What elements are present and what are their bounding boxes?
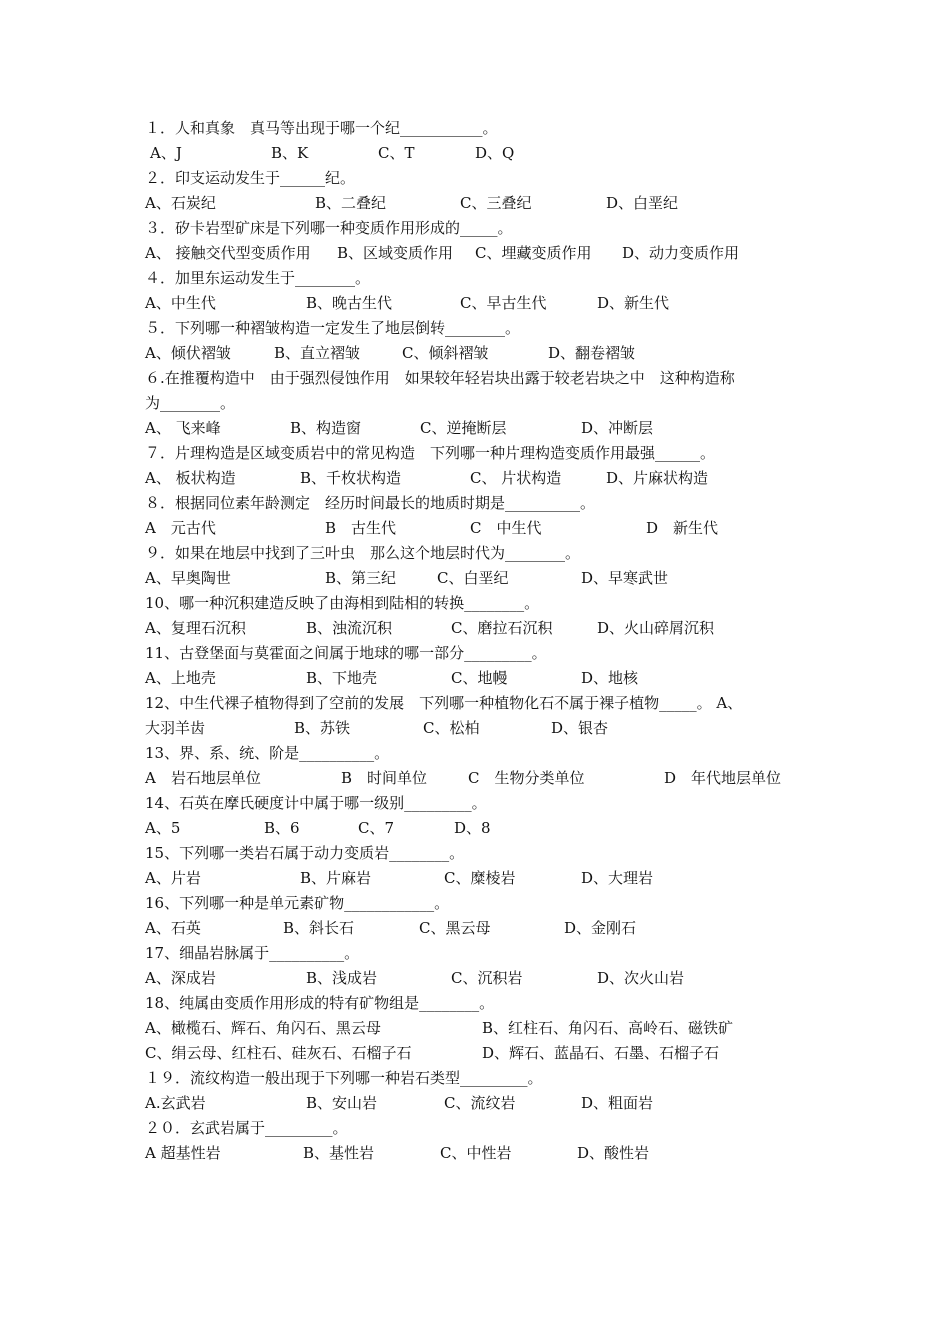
option-a: A、中生代: [145, 294, 216, 312]
question-text: ２０．玄武岩属于_________。: [145, 1119, 348, 1137]
options-1: [0, 141, 515, 165]
question-text: 18、纯属由变质作用形成的特有矿物组是________。: [145, 994, 495, 1012]
option-b: B、红柱石、角闪石、高岭石、磁铁矿: [482, 1019, 734, 1037]
options-9: [0, 566, 669, 590]
option-c: C、早古生代: [460, 294, 547, 312]
question-text: 为________。: [145, 394, 236, 412]
option-d: D、次火山岩: [597, 969, 685, 987]
option-b: B 时间单位: [341, 769, 428, 787]
question-13: [0, 741, 390, 765]
option-d: D、粗面岩: [581, 1094, 654, 1112]
question-2: [0, 166, 356, 190]
option-b: B、苏铁: [294, 719, 351, 737]
options-20: [0, 1141, 650, 1165]
option-a: A、复理石沉积: [145, 619, 246, 637]
option-a-continued: 大羽羊齿: [145, 719, 206, 737]
option-d: D、大理岩: [581, 869, 654, 887]
option-c: C、三叠纪: [460, 194, 532, 212]
option-d: D 新生代: [646, 519, 719, 537]
question-text: ７．片理构造是区域变质岩中的常见构造 下列哪一种片理构造变质作用最强______。: [145, 444, 716, 462]
question-15: [0, 841, 465, 865]
question-7: [0, 441, 716, 465]
options-18-row2: [0, 1041, 720, 1065]
question-1: [0, 116, 498, 140]
option-a: A、 板状构造: [145, 469, 236, 487]
question-4: [0, 266, 371, 290]
option-a: A、5: [145, 819, 181, 837]
option-d: D、金刚石: [564, 919, 637, 937]
options-13: [0, 766, 782, 790]
option-d: D、新生代: [597, 294, 670, 312]
option-a: A、橄榄石、辉石、角闪石、黑云母: [145, 1019, 381, 1037]
option-a: A、 接触交代型变质作用: [145, 244, 311, 262]
options-5: [0, 341, 636, 365]
question-text: ６.在推覆构造中 由于强烈侵蚀作用 如果较年轻岩块出露于较老岩块之中 这种构造称: [145, 369, 735, 387]
option-a: A、J: [150, 144, 182, 162]
question-18: [0, 991, 495, 1015]
option-d: D、地核: [581, 669, 639, 687]
option-a: A、片岩: [145, 869, 201, 887]
option-b: B、区域变质作用: [337, 244, 454, 262]
option-b: B、安山岩: [306, 1094, 378, 1112]
options-6: [0, 416, 654, 440]
option-d: D、早寒武世: [581, 569, 669, 587]
option-a: A 元古代: [145, 519, 216, 537]
question-text: １．人和真象 真马等出现于哪一个纪___________。: [145, 119, 498, 137]
options-17: [0, 966, 685, 990]
option-b: B 古生代: [325, 519, 397, 537]
question-text: 11、古登堡面与莫霍面之间属于地球的哪一部分_________。: [145, 644, 547, 662]
option-d: D、动力变质作用: [622, 244, 740, 262]
options-10: [0, 616, 715, 640]
question-9: [0, 541, 581, 565]
option-d: D、银杏: [551, 719, 609, 737]
option-c: C、地幔: [451, 669, 508, 687]
option-b: B、第三纪: [325, 569, 397, 587]
option-d: D、辉石、蓝晶石、石墨、石榴子石: [482, 1044, 720, 1062]
question-text: ９．如果在地层中找到了三叶虫 那么这个地层时代为________。: [145, 544, 581, 562]
option-c: C、埋藏变质作用: [475, 244, 592, 262]
question-text: 13、界、系、统、阶是__________。: [145, 744, 390, 762]
option-b: B、片麻岩: [300, 869, 372, 887]
option-b: B、浊流沉积: [306, 619, 393, 637]
question-text: 15、下列哪一类岩石属于动力变质岩________。: [145, 844, 465, 862]
question-text: 10、哪一种沉积建造反映了由海相到陆相的转换________。: [145, 594, 540, 612]
option-c: C、T: [378, 144, 415, 162]
option-c: C、逆掩断层: [420, 419, 507, 437]
option-c: C、黑云母: [419, 919, 491, 937]
question-19: [0, 1066, 543, 1090]
question-text: １９．流纹构造一般出现于下列哪一种岩石类型_________。: [145, 1069, 543, 1087]
option-d: D、片麻状构造: [606, 469, 709, 487]
options-18-row1: [0, 1016, 734, 1040]
options-2: [0, 191, 679, 215]
question-6-continued: [0, 391, 236, 415]
question-16: [0, 891, 450, 915]
option-b: B、千枚状构造: [300, 469, 402, 487]
question-text: ２．印支运动发生于______纪。: [145, 169, 356, 187]
question-10: [0, 591, 540, 615]
options-7: [0, 466, 709, 490]
question-text: 16、下列哪一种是单元素矿物____________。: [145, 894, 450, 912]
option-a: A、石英: [145, 919, 201, 937]
option-a: A、深成岩: [145, 969, 216, 987]
options-11: [0, 666, 639, 690]
option-d: D、Q: [475, 144, 515, 162]
option-a: A、早奥陶世: [145, 569, 231, 587]
options-15: [0, 866, 654, 890]
question-6: [0, 366, 735, 390]
option-c: C、白垩纪: [437, 569, 509, 587]
question-12: [0, 691, 743, 715]
options-12: [0, 716, 609, 740]
question-text: 17、细晶岩脉属于__________。: [145, 944, 360, 962]
option-c: C、磨拉石沉积: [451, 619, 553, 637]
option-a: A 岩石地层单位: [145, 769, 261, 787]
option-d: D、白垩纪: [606, 194, 679, 212]
option-d: D、8: [454, 819, 491, 837]
option-c: C、中性岩: [440, 1144, 512, 1162]
question-text: ５．下列哪一种褶皱构造一定发生了地层倒转________。: [145, 319, 521, 337]
option-b: B、直立褶皱: [274, 344, 361, 362]
question-20: [0, 1116, 348, 1140]
option-a: A.玄武岩: [145, 1094, 206, 1112]
question-8: [0, 491, 596, 515]
option-c: C、松柏: [423, 719, 480, 737]
options-16: [0, 916, 637, 940]
question-text: 14、石英在摩氏硬度计中属于哪一级别_________。: [145, 794, 487, 812]
option-b: B、6: [264, 819, 300, 837]
question-3: [0, 216, 513, 240]
option-a: A、 飞来峰: [145, 419, 221, 437]
option-b: B、下地壳: [306, 669, 378, 687]
option-a: A、上地壳: [145, 669, 216, 687]
option-d: D、酸性岩: [577, 1144, 650, 1162]
question-text: ４．加里东运动发生于________。: [145, 269, 371, 287]
option-d: D、冲断层: [581, 419, 654, 437]
options-4: [0, 291, 670, 315]
option-c: C、7: [358, 819, 395, 837]
option-c: C 生物分类单位: [468, 769, 585, 787]
option-b: B、晚古生代: [306, 294, 393, 312]
question-5: [0, 316, 521, 340]
option-d: D、翻卷褶皱: [548, 344, 636, 362]
option-b: B、斜长石: [283, 919, 355, 937]
option-d: D 年代地层单位: [664, 769, 782, 787]
option-b: B、K: [271, 144, 309, 162]
options-8: [0, 516, 719, 540]
option-b: B、浅成岩: [306, 969, 378, 987]
option-b: B、构造窗: [290, 419, 362, 437]
option-a: A 超基性岩: [145, 1144, 221, 1162]
option-c: C、流纹岩: [444, 1094, 516, 1112]
options-14: [0, 816, 491, 840]
option-a: A、倾伏褶皱: [145, 344, 231, 362]
question-text: ８．根据同位素年龄测定 经历时间最长的地质时期是__________。: [145, 494, 596, 512]
question-11: [0, 641, 547, 665]
option-c: C、绢云母、红柱石、硅灰石、石榴子石: [145, 1044, 412, 1062]
question-text: ３．矽卡岩型矿床是下列哪一种变质作用形成的_____。: [145, 219, 513, 237]
option-a: A、石炭纪: [145, 194, 216, 212]
question-17: [0, 941, 360, 965]
option-c: C、倾斜褶皱: [402, 344, 489, 362]
option-b: B、基性岩: [303, 1144, 375, 1162]
options-19: [0, 1091, 654, 1115]
option-d: D、火山碎屑沉积: [597, 619, 715, 637]
options-3: [0, 241, 740, 265]
option-c: C、 片状构造: [470, 469, 562, 487]
option-c: C、糜棱岩: [444, 869, 516, 887]
question-text: 12、中生代裸子植物得到了空前的发展 下列哪一种植物化石不属于裸子植物_____。 A、: [145, 694, 743, 712]
question-14: [0, 791, 487, 815]
option-c: C、沉积岩: [451, 969, 523, 987]
option-c: C 中生代: [470, 519, 542, 537]
option-b: B、二叠纪: [315, 194, 387, 212]
